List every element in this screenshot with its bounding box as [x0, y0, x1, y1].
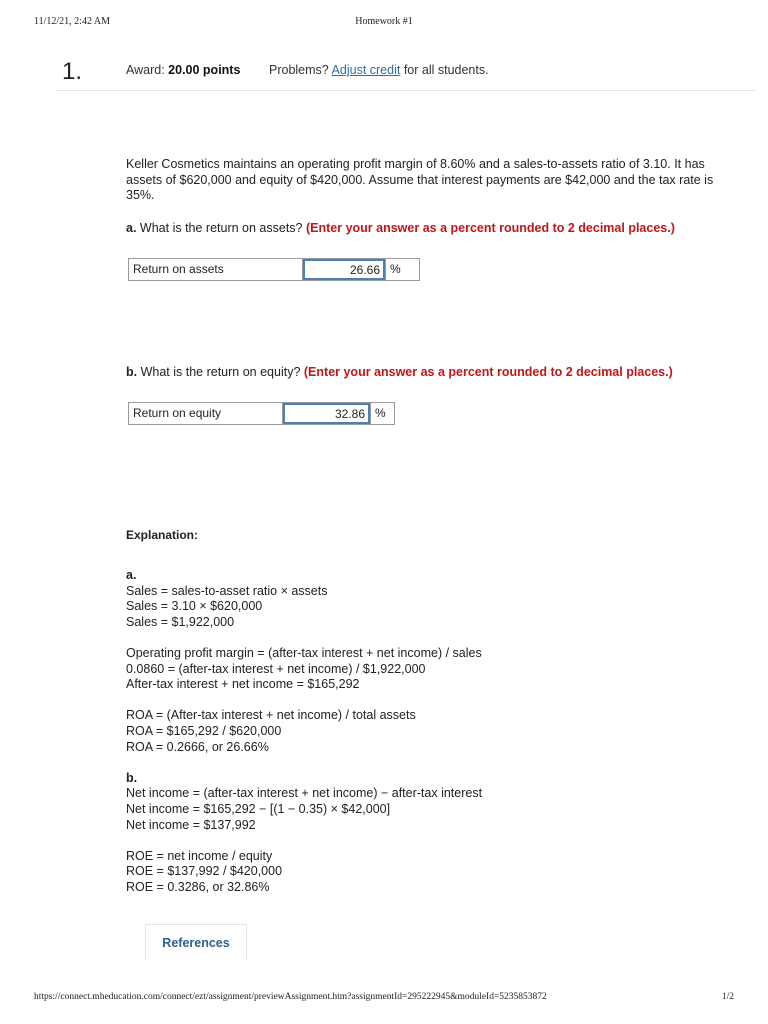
problems-prefix: Problems?: [269, 63, 329, 77]
part-b-answer-row: [128, 402, 395, 425]
award-info: [126, 63, 240, 77]
part-b-text: What is the return on equity?: [140, 365, 301, 379]
part-b-letter: b.: [126, 365, 138, 379]
explanation-line: ROE = 0.3286, or 32.86%: [126, 879, 270, 894]
explanation-part-a-lines: [126, 584, 686, 756]
print-date: 11/12/21, 2:42 AM: [34, 16, 111, 27]
part-b-question: [126, 365, 673, 379]
part-b-unit: %: [370, 403, 394, 424]
explanation-line: ROA = 0.2666, or 26.66%: [126, 739, 269, 754]
part-a-letter: a.: [126, 221, 137, 235]
problems-suffix: for all students.: [403, 63, 489, 77]
explanation-line: Sales = sales-to-asset ratio × assets: [126, 583, 328, 598]
part-a-unit: %: [385, 259, 419, 280]
print-footer: [34, 992, 734, 1006]
explanation-line: After-tax interest + net income = $165,292: [126, 677, 360, 692]
part-a-answer-row: [128, 258, 420, 281]
part-a-instruction: (Enter your answer as a percent rounded to 2 decimal places.): [306, 221, 675, 235]
print-url: https://connect.mheducation.com/connect/ezt/assignment/previewAssignment.htm?assignmentId=295222945&moduleId=5235853872: [34, 992, 547, 1002]
problems-info: [269, 63, 489, 77]
explanation-line: ROE = $137,992 / $420,000: [126, 864, 283, 879]
explanation-part-a-label: a.: [126, 568, 137, 582]
explanation-line: ROA = $165,292 / $620,000: [126, 723, 282, 738]
print-title: Homework #1: [355, 16, 413, 27]
explanation-line: Operating profit margin = (after-tax interest + net income) / sales: [126, 645, 482, 660]
explanation-line: [126, 630, 686, 646]
part-b-instruction: (Enter your answer as a percent rounded to 2 decimal places.): [303, 365, 673, 379]
explanation-body: [126, 568, 686, 895]
question-header: [56, 56, 756, 91]
explanation-line: Sales = $1,922,000: [126, 614, 235, 629]
explanation-title: Explanation:: [126, 528, 199, 542]
question-number: 1.: [62, 58, 83, 85]
part-a-answer-label: Return on assets: [129, 259, 303, 280]
part-b-answer-field[interactable]: 32.86: [283, 403, 370, 424]
explanation-line: [126, 693, 686, 709]
question-prompt: Keller Cosmetics maintains an operating profit margin of 8.60% and a sales-to-assets ratio of 3.10. It has assets of $620,000 and equity of $420,000. Assume that interest payments are $42,000 and the tax rate is 35%.: [126, 157, 714, 202]
explanation-line: ROA = (After-tax interest + net income) / total assets: [126, 708, 416, 723]
explanation-part-b-label: b.: [126, 770, 138, 785]
explanation-line: Net income = $137,992: [126, 817, 256, 832]
explanation-line: Net income = $165,292 − [(1 − 0.35) × $42,000]: [126, 801, 391, 816]
explanation-line: ROE = net income / equity: [126, 848, 273, 863]
explanation-line: Sales = 3.10 × $620,000: [126, 599, 263, 614]
print-header: [34, 16, 734, 32]
explanation-line: Net income = (after-tax interest + net income) − after-tax interest: [126, 786, 483, 801]
award-label: Award:: [126, 63, 165, 77]
references-tab[interactable]: References: [145, 924, 247, 961]
explanation-part-b-lines: [126, 786, 686, 895]
part-a-answer-field[interactable]: 26.66: [303, 259, 385, 280]
adjust-credit-link[interactable]: Adjust credit: [331, 63, 401, 77]
part-a-text: What is the return on assets?: [139, 221, 303, 235]
award-points: 20.00 points: [168, 63, 241, 77]
question-content: [126, 157, 716, 204]
part-a-question: [126, 221, 675, 235]
explanation-line: [126, 833, 686, 849]
part-b-answer-label: Return on equity: [129, 403, 283, 424]
explanation-line: 0.0860 = (after-tax interest + net income) / $1,922,000: [126, 661, 426, 676]
print-page-number: 1/2: [721, 992, 734, 1002]
